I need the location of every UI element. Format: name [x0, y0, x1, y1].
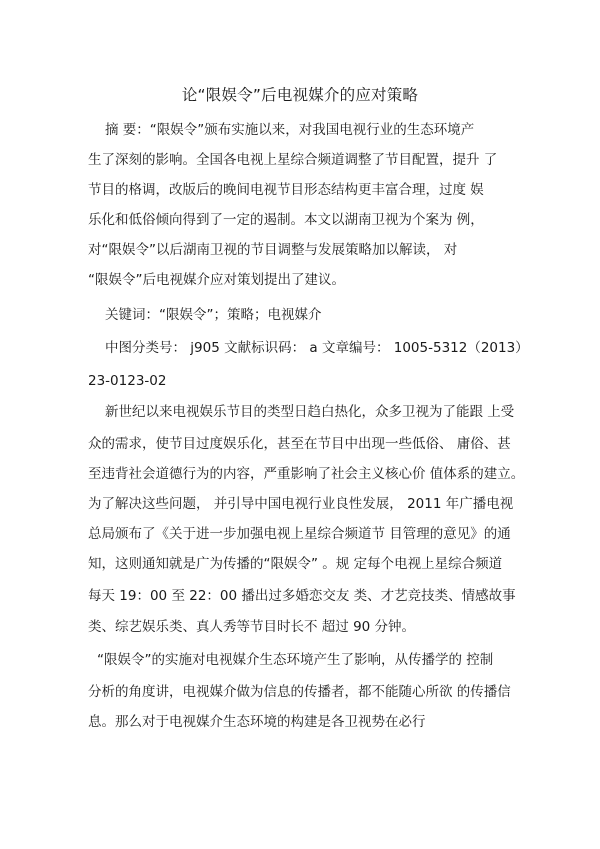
- body-p1-line-1: 新世纪以来电视娱乐节目的类型日趋白热化，众多卫视为了能跟 上受: [105, 404, 515, 420]
- body-p1-line-4: 为了解决这些问题， 并引导中国电视行业良性发展， 2011 年广播电视: [88, 496, 514, 512]
- body-p1-line-7: 每天 19：00 至 22：00 播出过多婚恋交友 类、才艺竞技类、情感故事: [88, 588, 516, 604]
- body-p2-line-3: 息。那么对于电视媒介生态环境的构建是各卫视势在必行: [88, 714, 426, 730]
- abstract-line-5: 对“限娱令”以后湖南卫视的节目调整与发展策略加以解读， 对: [88, 242, 458, 258]
- body-p1-line-8: 类、综艺娱乐类、真人秀等节目时长不 超过 90 分钟。: [88, 619, 416, 635]
- abstract-line-3: 节目的格调，改版后的晚间电视节目形态结构更丰富合理，过度 娱: [88, 182, 484, 198]
- abstract-line-4: 乐化和低俗倾向得到了一定的遏制。本文以湖南卫视为个案为 例，: [88, 212, 484, 228]
- body-p1-line-5: 总局颁布了《关于进一步加强电视上星综合频道节 目管理的意见》的通: [88, 526, 511, 542]
- body-p2-line-2: 分析的角度讲，电视媒介做为信息的传播者，都不能随心所欲 的传播信: [88, 684, 511, 700]
- body-p2-line-1: “限娱令”的实施对电视媒介生态环境产生了影响，从传播学的 控制: [97, 652, 494, 668]
- body-p1-line-6: 知，这则通知就是广为传播的“限娱令” 。规 定每个电视上星综合频道: [88, 556, 503, 572]
- classification-line-2: 23-0123-02: [88, 373, 167, 389]
- abstract-line-2: 生了深刻的影响。全国各电视上星综合频道调整了节目配置，提升 了: [88, 152, 498, 168]
- abstract-line-6: “限娱令”后电视媒介应对策划提出了建议。: [88, 272, 345, 288]
- body-p1-line-3: 至违背社会道德行为的内容，严重影响了社会主义核心价 值体系的建立。: [88, 466, 525, 482]
- abstract-line-1: 摘 要：“限娱令”颁布实施以来，对我国电视行业的生态环境产: [105, 122, 475, 138]
- classification-line-1: 中图分类号： j905 文献标识码： a 文章编号： 1005-5312（2013）: [105, 340, 529, 356]
- keywords-line: 关键词：“限娱令”；策略；电视媒介: [105, 307, 322, 323]
- body-p1-line-2: 众的需求，使节目过度娱乐化，甚至在节目中出现一些低俗、 庸俗、甚: [88, 436, 511, 452]
- article-title: 论“限娱令”后电视媒介的应对策略: [181, 86, 419, 104]
